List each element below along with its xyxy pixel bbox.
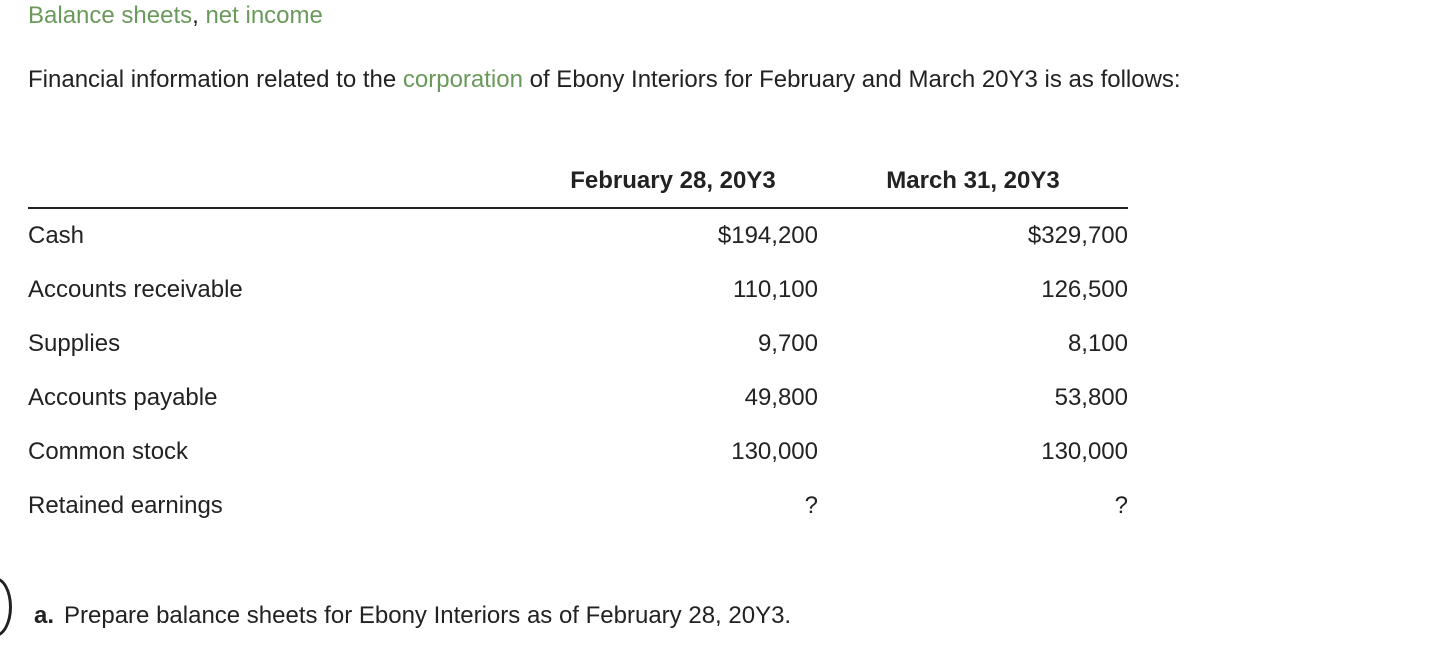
question-a	[34, 601, 791, 631]
mar-value: 126,500	[1041, 276, 1128, 303]
row-label: Common stock	[28, 438, 189, 465]
feb-value: 49,800	[744, 384, 818, 411]
row-label: Accounts payable	[28, 384, 218, 411]
feb-value: 110,100	[733, 276, 818, 303]
question-text: Prepare balance sheets for Ebony Interiors as of February 28, 20Y3.	[64, 602, 792, 629]
question-letter: a.	[34, 602, 55, 629]
row-label: Retained earnings	[28, 492, 223, 519]
mar-value: 130,000	[1041, 438, 1128, 465]
glossary-link-corporation[interactable]: corporation	[402, 66, 523, 93]
feb-value: 130,000	[731, 438, 818, 465]
table-row	[28, 263, 1128, 317]
page-title	[28, 2, 323, 30]
table-row	[28, 208, 1128, 263]
table-row	[28, 317, 1128, 371]
row-label: Supplies	[28, 330, 121, 357]
feb-value: 9,700	[757, 330, 818, 357]
financial-info-table	[28, 155, 1128, 533]
intro-text-before: Financial information related to the	[28, 66, 397, 93]
header-february: February 28, 20Y3	[528, 155, 818, 208]
table-row	[28, 479, 1128, 533]
feb-value: ?	[804, 492, 818, 519]
topic-link-balance-sheets[interactable]: Balance sheets	[28, 2, 193, 29]
mar-value: $329,700	[1027, 222, 1128, 249]
header-blank	[28, 155, 528, 208]
table-row	[28, 425, 1128, 479]
mar-value: 53,800	[1054, 384, 1128, 411]
feb-value: $194,200	[717, 222, 818, 249]
intro-text-after: of Ebony Interiors for February and March 20Y3 is as follows:	[529, 66, 1181, 93]
row-label: Cash	[28, 222, 85, 249]
mar-value: 8,100	[1067, 330, 1128, 357]
table-header-row	[28, 155, 1128, 208]
table-row	[28, 371, 1128, 425]
intro-paragraph	[28, 65, 1181, 95]
mar-value: ?	[1114, 492, 1128, 519]
header-march: March 31, 20Y3	[818, 155, 1128, 208]
row-label: Accounts receivable	[28, 276, 243, 303]
topic-separator: ,	[192, 2, 199, 29]
topic-link-net-income[interactable]: net income	[205, 2, 323, 29]
question-marker-circle	[0, 577, 12, 637]
